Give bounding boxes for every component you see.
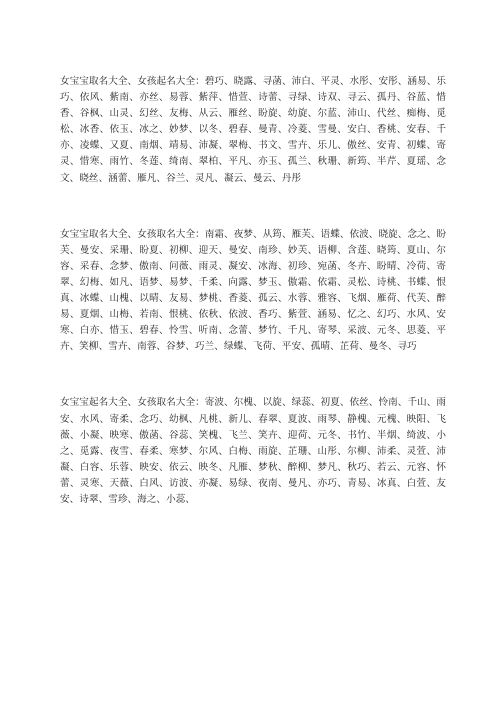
name-list-paragraph-3: 女宝宝起名大全、女孩取名大全：寄波、尔槐、以旋、绿蕊、初夏、依丝、怜南、千山、雨安、水风、寄柔、念巧、幼枫、凡桃、新儿、春翠、夏波、雨琴、静槐、元槐、映阳、飞薇、小凝、映寒、傲菡、谷蕊、笑槐、飞兰、笑卉、迎荷、元冬、书竹、半烟、绮波、小之、觅露、夜雪、春柔、寒梦、尔风、白梅、雨旋、芷珊、山彤、尔柳、沛柔、灵萱、沛凝、白容、乐蓉、映安、依云、映冬、凡雁、梦秋、醉柳、梦凡、秋巧、若云、元容、怀蕾、灵寒、天薇、白风、访波、亦凝、易绿、夜南、曼凡、亦巧、青易、冰真、白萱、友安、诗翠、雪珍、海之、小蕊、 xyxy=(60,397,446,505)
name-list-paragraph-1: 女宝宝取名大全、女孩起名大全：碧巧、晓露、寻菡、沛白、平灵、水彤、安彤、涵易、乐巧、依风、紫南、亦丝、易蓉、紫萍、惜萱、诗蕾、寻绿、诗双、寻云、孤丹、谷蓝、惜香、谷枫、山灵、幻丝、友梅、从云、雁丝、盼旋、幼旋、尔蓝、沛山、代丝、痴梅、觅松、冰香、依玉、冰之、妙梦、以冬、碧春、曼青、冷菱、雪曼、安白、香桃、安春、千亦、凌蝶、又夏、南烟、靖易、沛凝、翠梅、书文、雪卉、乐儿、傲丝、安青、初蝶、寄灵、惜寒、雨竹、冬莲、绮南、翠柏、平凡、亦玉、孤兰、秋珊、新筠、半芹、夏瑶、念文、晓丝、涵蕾、雁凡、谷兰、灵凡、凝云、曼云、丹彤 xyxy=(60,76,446,184)
name-list-paragraph-2: 女宝宝取名大全、女孩取名大全：南霜、夜梦、从筠、雁芙、语蝶、依波、晓旋、念之、盼芙、曼安、采珊、盼夏、初柳、迎天、曼安、南珍、妙芙、语柳、含莲、晓筠、夏山、尔容、采春、念梦、傲南、问薇、雨灵、凝安、冰海、初珍、宛菡、冬卉、盼晴、冷荷、寄翠、幻梅、如凡、语梦、易梦、千柔、向露、梦玉、傲霜、依霜、灵松、诗桃、书蝶、恨真、冰蝶、山槐、以晴、友易、梦桃、香菱、孤云、水蓉、雅容、飞烟、雁荷、代芙、醉易、夏烟、山梅、若南、恨桃、依秋、依波、香巧、紫萱、涵易、忆之、幻巧、水风、安寒、白亦、惜玉、碧春、怜雪、听南、念蕾、梦竹、千凡、寄琴、采波、元冬、思菱、平卉、笑柳、雪卉、南蓉、谷梦、巧兰、绿蝶、飞荷、平安、孤晴、芷荷、曼冬、寻巧 xyxy=(60,228,446,353)
document-page xyxy=(60,74,446,508)
